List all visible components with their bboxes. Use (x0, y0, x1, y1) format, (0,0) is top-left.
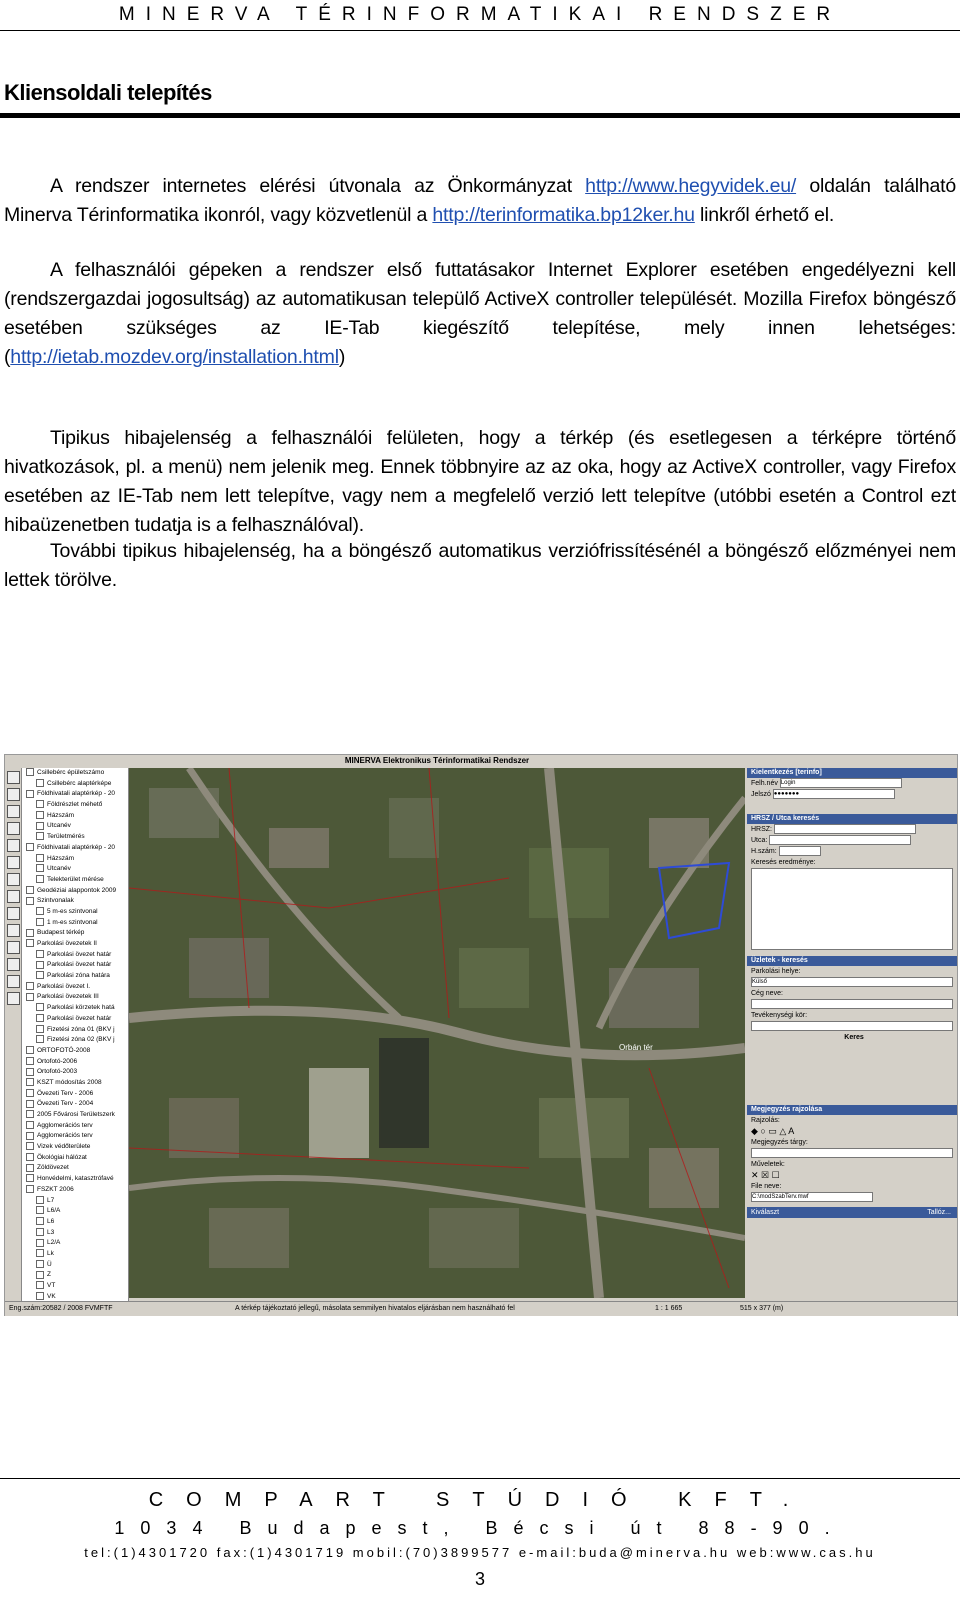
hrsz-label: HRSZ: (751, 826, 772, 833)
footer-company: COMPART STÚDIÓ KFT. (148, 1489, 812, 1511)
layer-item[interactable]: Parkolási övezet határ (22, 960, 128, 971)
layer-item[interactable]: Övezeti Terv - 2004 (22, 1099, 128, 1110)
p1-text-b: oldalán található Minerva Térinformatika ikonról, vagy közvetlenül a (4, 175, 956, 226)
house-label: H.szám: (751, 848, 777, 855)
layer-item[interactable]: Parkolási övezetek II (22, 939, 128, 950)
layer-item[interactable]: Szintvonalak (22, 896, 128, 907)
layer-item[interactable]: Utcanév (22, 864, 128, 875)
layer-item[interactable]: L6/A (22, 1206, 128, 1217)
login-section: Kielentkezés [terinfo] (747, 768, 957, 778)
link-terinformatika[interactable]: http://terinformatika.bp12ker.hu (432, 204, 695, 226)
status-size: 515 x 377 (m) (740, 1305, 784, 1312)
shops-section: Üzletek - keresés (747, 956, 957, 966)
paragraph-access (4, 172, 956, 230)
street-label: Utca: (751, 837, 768, 844)
layer-item[interactable]: Lk (22, 1249, 128, 1260)
app-title: MINERVA Elektronikus Térinformatikai Rendszer (129, 755, 745, 767)
layer-item[interactable]: Földrészlet méhető (22, 800, 128, 811)
footer-address: 1034 Budapest, Bécsi út 88-90. (114, 1518, 846, 1538)
header-title: MINERVA TÉRINFORMATIKAI RENDSZER (118, 4, 842, 25)
layer-item[interactable]: Csillebérc épületszámo (22, 768, 128, 779)
name-label: Cég neve: (751, 990, 783, 997)
draw-section: Megjegyzés rajzolása (747, 1105, 957, 1115)
status-bar (5, 1301, 957, 1316)
footer-rule (0, 1478, 960, 1479)
p1-text-a: A rendszer internetes elérési útvonala az Önkormányzat (50, 175, 586, 197)
layer-item[interactable]: Agglomerációs terv (22, 1131, 128, 1142)
layer-item[interactable]: Agglomerációs terv (22, 1121, 128, 1132)
layer-item[interactable]: Telekterület mérése (22, 875, 128, 886)
help-icon[interactable] (7, 992, 20, 1005)
layer-item[interactable]: Földhivatali alaptérkép - 20 (22, 789, 128, 800)
layer-item[interactable]: Parkolási övezet határ (22, 950, 128, 961)
layer-item[interactable]: Földhivatali alaptérkép - 20 (22, 843, 128, 854)
app-screenshot (4, 754, 958, 1316)
export-icon[interactable] (7, 975, 20, 988)
layer-item[interactable]: 2005 Fővárosi Területszerk (22, 1110, 128, 1121)
draw-label: Rajzolás: (751, 1117, 780, 1124)
pass-label: Jelszó (751, 791, 771, 798)
layer-item[interactable]: VK (22, 1292, 128, 1301)
layer-item[interactable]: Ortofotó-2003 (22, 1067, 128, 1078)
user-input[interactable]: Login (780, 778, 902, 788)
layer-item[interactable]: L3 (22, 1228, 128, 1239)
layer-item[interactable]: Honvédelmi, katasztrófavé (22, 1174, 128, 1185)
status-scale: 1 : 1 665 (655, 1305, 683, 1312)
paragraph-error-2 (4, 537, 956, 595)
layer-item[interactable]: Z (22, 1270, 128, 1281)
place-label: Parkolási helye: (751, 968, 801, 975)
layer-item[interactable]: 1 m-es szintvonal (22, 918, 128, 929)
file-input[interactable]: C:\modSzabTerv.mwf (751, 1192, 873, 1202)
area-icon[interactable] (7, 890, 20, 903)
heading-rule (0, 113, 960, 118)
layer-item[interactable]: Parkolási körzetek hatá (22, 1003, 128, 1014)
status-license: Eng.szám:20582 / 2008 FVMFTF (9, 1305, 113, 1312)
section-heading: Kliensoldali telepítés (4, 80, 212, 105)
info-icon[interactable] (7, 856, 20, 869)
status-disclaimer: A térkép tájékoztató jellegű, másolata semmilyen hivatalos eljárásban nem használható fel (235, 1305, 515, 1312)
layer-item[interactable]: 5 m-es szintvonal (22, 907, 128, 918)
note-label: Megjegyzés tárgy: (751, 1139, 808, 1146)
layer-item[interactable]: L2/A (22, 1238, 128, 1249)
pan-icon[interactable] (7, 839, 20, 852)
layer-item[interactable]: Övezeti Terv - 2006 (22, 1089, 128, 1100)
layer-item[interactable]: Parkolási övezetek III (22, 992, 128, 1003)
layer-icon[interactable] (7, 941, 20, 954)
link-hegyvidek[interactable]: http://www.hegyvidek.eu/ (585, 175, 797, 197)
right-panel (747, 768, 957, 1301)
layer-item[interactable]: Házszám (22, 811, 128, 822)
zoom-window-icon[interactable] (7, 822, 20, 835)
layer-item[interactable]: VT (22, 1281, 128, 1292)
ops-label: Műveletek: (751, 1161, 785, 1168)
result-label: Keresés eredménye: (751, 859, 816, 866)
layer-item[interactable]: FSZKT 2006 (22, 1185, 128, 1196)
house-input[interactable] (779, 846, 821, 856)
layer-item[interactable]: KSZT módosítás 2008 (22, 1078, 128, 1089)
paragraph-install (4, 256, 956, 372)
layer-item[interactable]: ORTOFOTÓ-2008 (22, 1046, 128, 1057)
user-label: Felh.név (751, 780, 778, 787)
result-list[interactable] (751, 868, 953, 950)
layer-item[interactable]: Területmérés (22, 832, 128, 843)
ops-icons[interactable]: ✕ ☒ ☐ (751, 1170, 780, 1180)
layer-item[interactable]: Ökológiai hálózat (22, 1153, 128, 1164)
search-section: HRSZ / Utca keresés (747, 814, 957, 824)
map-view[interactable] (129, 768, 745, 1298)
street-input[interactable] (769, 835, 911, 845)
p2-text-b: ) (338, 346, 346, 368)
link-ietab[interactable]: http://ietab.mozdev.org/installation.html (10, 346, 339, 368)
hrsz-input[interactable] (774, 824, 916, 834)
layer-item[interactable]: L6 (22, 1217, 128, 1228)
zoom-out-icon[interactable] (7, 805, 20, 818)
select-button[interactable]: Kiválaszt (751, 1209, 780, 1216)
layer-item[interactable]: L7 (22, 1196, 128, 1207)
page-header (0, 0, 960, 31)
layer-item[interactable]: Utcanév (22, 821, 128, 832)
aerial-map (129, 768, 745, 1298)
footer-contacts: tel:(1)4301720 fax:(1)4301719 mobil:(70)3899577 e-mail:buda@minerva.hu web:www.cas.hu (84, 1545, 876, 1560)
layer-item[interactable]: Fizetési zóna 01 (BKV j (22, 1025, 128, 1036)
page-number: 3 (474, 1569, 485, 1589)
note-input[interactable] (751, 1148, 953, 1158)
layer-item[interactable]: Budapest térkép (22, 928, 128, 939)
place-select[interactable]: Külső (751, 977, 953, 987)
layer-item[interactable]: Geodéziai alappontok 2009 (22, 886, 128, 897)
layer-item[interactable]: Ü (22, 1260, 128, 1271)
browse-button[interactable]: Tallóz... (927, 1209, 951, 1216)
p3-text: Tipikus hibajelenség a felhasználói felületen, hogy a térkép (és esetlegesen a térképre történő hivatkozások, pl. a menü) nem jelenik meg. Ennek többnyire az az oka, hogy az ActiveX controller, vagy Firefox esetében az IE-Tab nem lett telepítve, vagy nem a megfelelő verzió lett telepítve (utóbbi esetén a Control ezt hibaüzenetben tudatja is a felhasználóval). (4, 427, 956, 536)
zoom-in-icon[interactable] (7, 788, 20, 801)
layer-item[interactable]: Parkolási zóna határa (22, 971, 128, 982)
activity-label: Tevékenységi kör: (751, 1012, 808, 1019)
file-label: File neve: (751, 1183, 782, 1190)
layer-item[interactable]: Ortofotó-2006 (22, 1057, 128, 1068)
p2-text-a: A felhasználói gépeken a rendszer első futtatásakor Internet Explorer esetében engedélyezni kell (rendszergazdai jogosultság) az automatikusan települő ActiveX controller települését. Mozilla Firefox böngésző esetében szükséges az IE-Tab kiegészítő telepítése, mely innen lehetséges: ( (4, 259, 956, 368)
measure-icon[interactable] (7, 873, 20, 886)
name-input[interactable] (751, 999, 953, 1009)
hand-tool-icon[interactable] (7, 771, 20, 784)
tool-strip (5, 768, 22, 1301)
print-icon[interactable] (7, 924, 20, 937)
layer-item[interactable]: Fizetési zóna 02 (BKV j (22, 1035, 128, 1046)
layer-item[interactable]: Parkolási övezet I. (22, 982, 128, 993)
draw-tools[interactable]: ◆ ○ ▭ △ A (751, 1126, 795, 1136)
password-input[interactable]: ●●●●●●● (773, 789, 895, 799)
layer-item[interactable]: Zöldövezet (22, 1163, 128, 1174)
p1-text-c: linkről érhető el. (694, 204, 835, 226)
layer-item[interactable]: Parkolási övezet határ (22, 1014, 128, 1025)
search-button[interactable]: Keres (844, 1034, 864, 1041)
refresh-icon[interactable] (7, 958, 20, 971)
activity-select[interactable] (751, 1021, 953, 1031)
select-icon[interactable] (7, 907, 20, 920)
layer-list (22, 768, 129, 1301)
p4-text: További tipikus hibajelenség, ha a böngésző automatikus verziófrissítésénél a böngésző előzményei nem lettek törölve. (4, 540, 956, 591)
layer-item[interactable]: Csillebérc alaptérképe (22, 779, 128, 790)
paragraph-error (4, 424, 956, 540)
layer-item[interactable]: Házszám (22, 854, 128, 865)
map-label-orban-ter: Orbán tér (619, 1043, 653, 1052)
layer-item[interactable]: Vizek védőterülete (22, 1142, 128, 1153)
